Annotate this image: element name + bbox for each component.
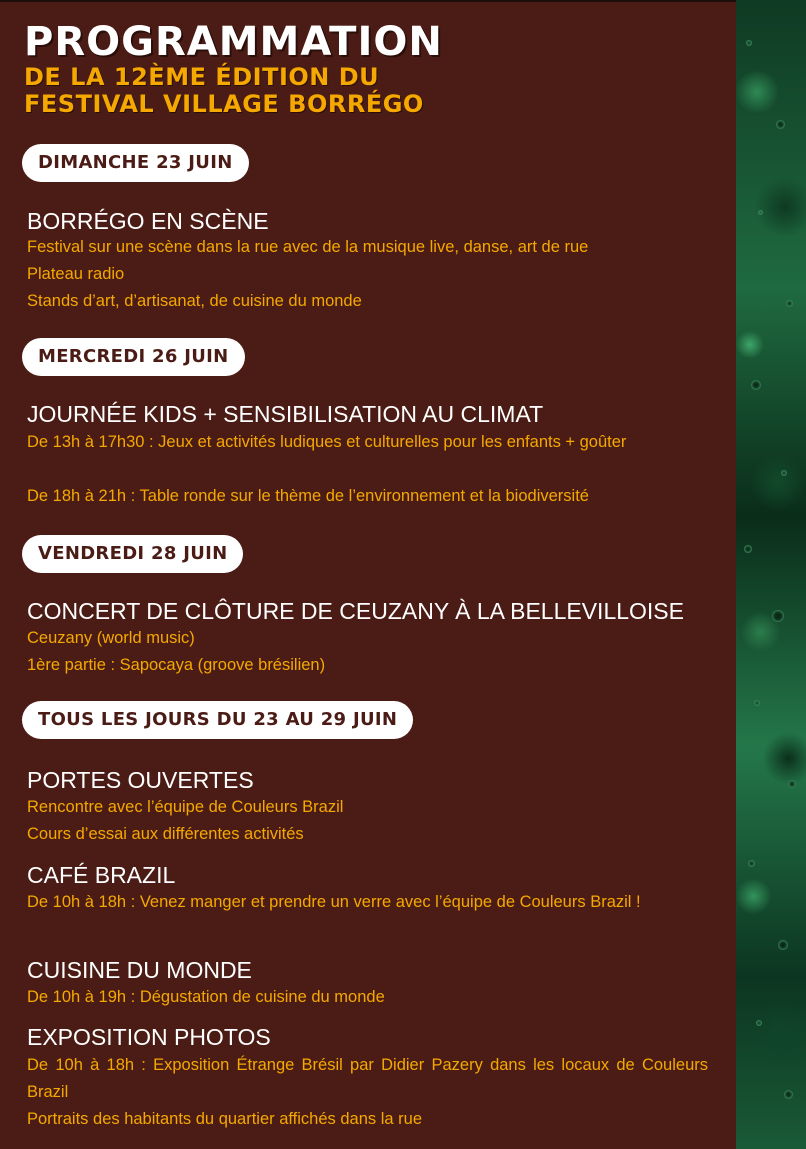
day-badge-dimanche: DIMANCHE 23 JUIN <box>22 144 249 182</box>
bubble-decoration <box>781 470 787 476</box>
bubble-decoration <box>751 380 761 390</box>
event-line: De 18h à 21h : Table ronde sur le thème de l’environnement et la biodiversité <box>27 487 589 505</box>
bubble-decoration <box>776 120 785 129</box>
subtitle-line-1: DE LA 12ÈME ÉDITION DU <box>24 63 380 91</box>
event-line: De 10h à 18h : Exposition Étrange Brésil par Didier Pazery dans les locaux de Couleurs Brazil <box>27 1056 708 1101</box>
bubble-decoration <box>778 940 788 950</box>
subtitle-line-2: FESTIVAL VILLAGE BORRÉGO <box>24 90 424 118</box>
event-title-cuisine-du-monde: CUISINE DU MONDE <box>27 957 252 983</box>
bubble-decoration <box>788 780 796 788</box>
event-title-cafe-brazil: CAFÉ BRAZIL <box>27 862 176 888</box>
event-line: Portraits des habitants du quartier affichés dans la rue <box>27 1110 423 1128</box>
decorative-texture-panel <box>736 0 806 1149</box>
bubble-decoration <box>746 40 752 46</box>
bubble-decoration <box>748 860 755 867</box>
page-title: PROGRAMMATION <box>24 19 443 65</box>
day-badge-mercredi: MERCREDI 26 JUIN <box>22 338 245 376</box>
event-line: De 10h à 18h : Venez manger et prendre un verre avec l’équipe de Couleurs Brazil ! <box>27 893 641 911</box>
event-line: Festival sur une scène dans la rue avec de la musique live, danse, art de rue <box>27 238 589 256</box>
bubble-decoration <box>744 545 752 553</box>
event-line: 1ère partie : Sapocaya (groove brésilien) <box>27 656 326 674</box>
bubble-decoration <box>786 300 793 307</box>
event-line: Plateau radio <box>27 265 125 283</box>
event-title-concert-cloture: CONCERT DE CLÔTURE DE CEUZANY À LA BELLEVILLOISE <box>27 598 684 624</box>
event-line: De 10h à 19h : Dégustation de cuisine du monde <box>27 988 385 1006</box>
day-badge-vendredi: VENDREDI 28 JUIN <box>22 535 243 573</box>
bubble-decoration <box>784 1090 793 1099</box>
event-title-exposition-photos: EXPOSITION PHOTOS <box>27 1024 271 1050</box>
event-line: Stands d’art, d’artisanat, de cuisine du monde <box>27 292 362 310</box>
bubble-decoration <box>754 700 760 706</box>
page-subtitle <box>24 64 424 118</box>
event-line: Ceuzany (world music) <box>27 629 195 647</box>
event-line: De 13h à 17h30 : Jeux et activités ludiques et culturelles pour les enfants + goûter <box>27 433 627 451</box>
bubble-decoration <box>772 610 784 622</box>
bubble-decoration <box>758 210 763 215</box>
event-title-borrego-en-scene: BORRÉGO EN SCÈNE <box>27 208 269 234</box>
bubble-decoration <box>756 1020 762 1026</box>
event-title-portes-ouvertes: PORTES OUVERTES <box>27 767 254 793</box>
event-title-journee-kids: JOURNÉE KIDS + SENSIBILISATION AU CLIMAT <box>27 401 544 427</box>
event-line: Rencontre avec l’équipe de Couleurs Brazil <box>27 798 344 816</box>
event-line: Cours d’essai aux différentes activités <box>27 825 304 843</box>
day-badge-tous-les-jours: TOUS LES JOURS DU 23 AU 29 JUIN <box>22 701 413 739</box>
